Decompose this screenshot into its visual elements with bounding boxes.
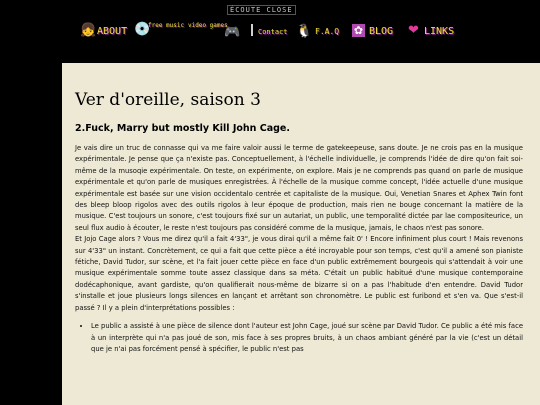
penguin-icon: 🐧 bbox=[296, 24, 313, 39]
nav-blog[interactable] bbox=[352, 18, 400, 48]
nav-contact[interactable] bbox=[258, 18, 313, 48]
interpretation-list bbox=[75, 321, 523, 355]
paragraph: Je vais dire un truc de connasse qui va me faire valoir aussi le terme de gatekeepeuse, sans doute. Je ne crois pas en la musique expérimentale. Je pense que ça n'existe pas. Conceptuellement, à l'échelle individuelle, je comprends l'idée de dire qu'on fait soi-même de la musoqie expérimentale. On teste, on expérimente, on explore. Mais je ne comprends pas quand on parle de musique expérimentale et qu'on parle de musiques enregistrées. À l'échelle de la musique comme concept, l'idée actuelle d'une musique expérimentale est basée sur une vision occidentalo centrée et capitaliste de la musique. Oui, Venetian Snares et Aphex Twin font des bleep bloop rigolos avec des outils rigolos à leur époque de production, mais rien ne bouge concernant la matière de la musique. C'est toujours un sonore, c'est toujours fixé sur un autariat, un public, une temporalité dictée par lae compositeurice, un seul flux audio à écouter, le reste n'est toujours pas considéré comme de la musique, jamais, le chaos n'est pas sonore. bbox=[75, 144, 523, 232]
girl-icon: 👧 bbox=[80, 23, 97, 38]
nav-links-label: LINKS bbox=[424, 26, 455, 37]
nav-faq-label: F.A.Q bbox=[315, 27, 340, 36]
page-title: Ver d'oreille, saison 3 bbox=[75, 90, 261, 110]
nav-video-games[interactable] bbox=[188, 18, 250, 48]
nav-contact-label: Contact bbox=[258, 28, 288, 36]
nav-video-games-label: video games bbox=[188, 22, 228, 29]
cd-icon: 💿 bbox=[134, 22, 151, 37]
nav-about[interactable] bbox=[80, 18, 132, 48]
flower-icon: ✿ bbox=[353, 24, 364, 37]
nav-free-music[interactable] bbox=[134, 18, 184, 48]
site-logo[interactable]: ÉCOUTE CLOSE bbox=[227, 5, 296, 15]
content-panel bbox=[62, 63, 540, 405]
heart-icon: ❤ bbox=[408, 23, 419, 38]
article-body bbox=[75, 143, 523, 355]
nav-blog-label: BLOG bbox=[369, 26, 394, 37]
main-nav bbox=[0, 18, 540, 48]
nav-free-music-label: free music bbox=[148, 22, 185, 29]
list-item: • Le public a assisté à une pièce de silence dont l'auteur est John Cage, joué sur scène par David Tudor. Ce public a été mis face à un interprète qui n'a pas joué de son, mis face à ses propres bruits, à un chaos ambiant généré par la vie (c'est un détail que je n'ai pas forcément pensé à spécifier, le public n'est pas bbox=[91, 321, 523, 355]
section-title: 2.Fuck, Marry but mostly Kill John Cage. bbox=[75, 123, 290, 134]
nav-links[interactable] bbox=[408, 18, 462, 48]
nav-separator bbox=[251, 24, 253, 36]
gamepad-icon: 🎮 bbox=[224, 25, 241, 40]
paragraph: Et Jojo Cage alors ? Vous me direz qu'il a fait 4'33", je vous dirai qu'il a même fait 0' ! Encore infiniment plus court ! Mais revenons sur 4'33" un instant. Concrètement, ce qui a fait que cette pièce a été incroyable pour son temps, c'est qu'il a amené son pianiste fétiche, David Tudor, sur scène, et l'a fait jouer cette pièce en face d'un public extrêmement bourgeois qui s'attendait à voir une musique expérimentale somme toute assez classique dans sa méta. C'était un public habitué d'une musique contemporaine dodécaphonique, avant gardiste, qu'on qualifierait nous-même de bizarre si on a pas l'habitude d'en entendre. David Tudor s'installe et joue plusieurs longs silences en lançant et arrêtant son chronomètre. Le public est furibond et s'en va. Que s'est-il passé ? Il y a plein d'interprétations possibles : bbox=[75, 235, 523, 312]
nav-faq[interactable] bbox=[313, 18, 353, 48]
nav-about-label: ABOUT bbox=[97, 26, 128, 37]
